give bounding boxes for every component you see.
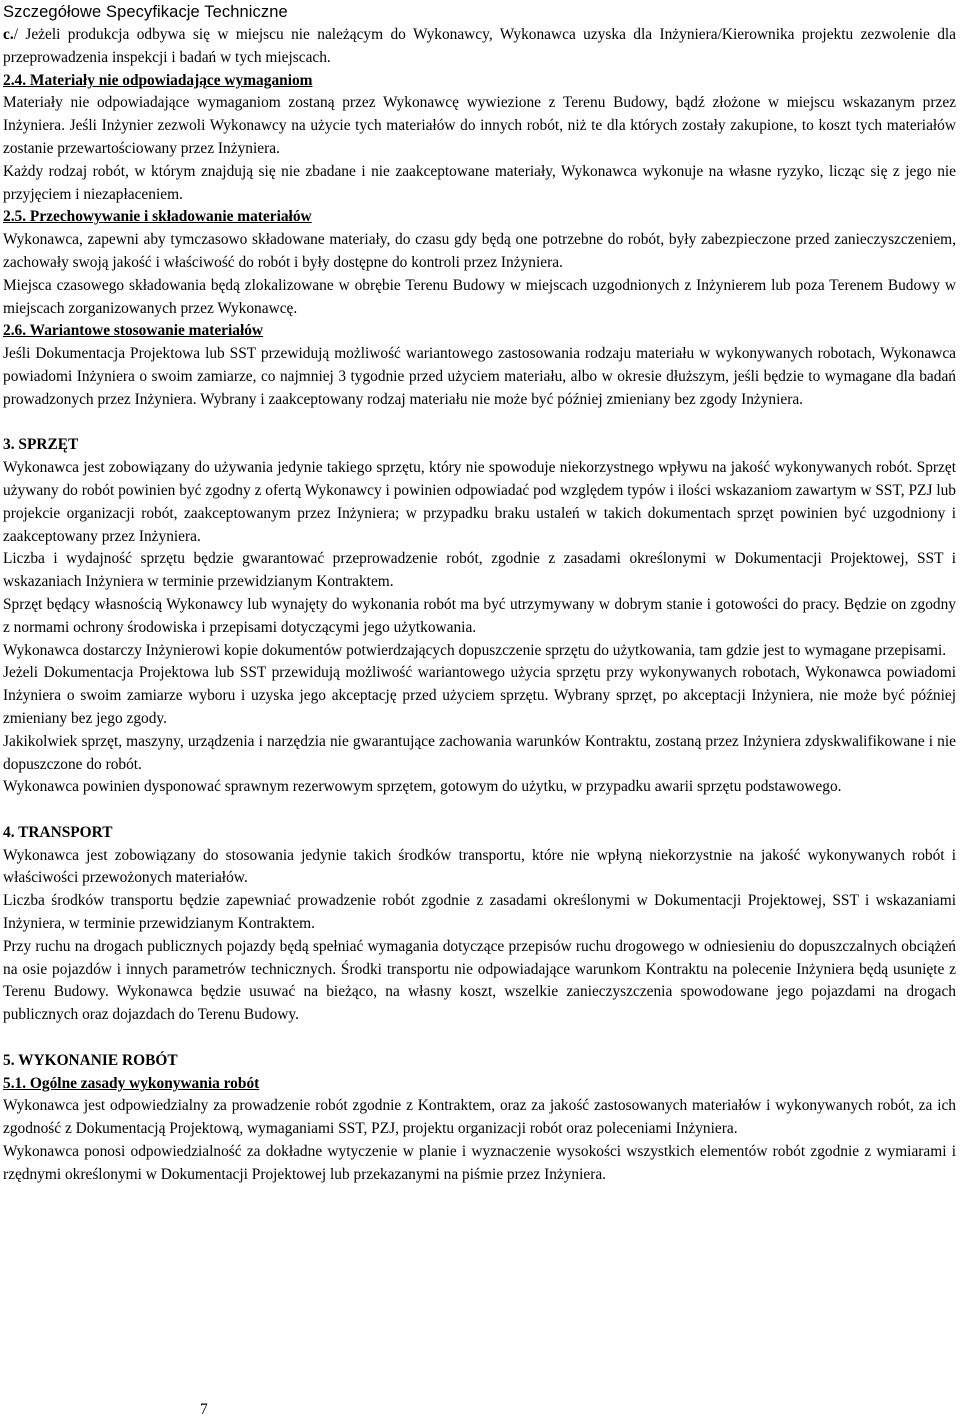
- paragraph: [3, 594, 956, 640]
- paragraph: [3, 229, 956, 275]
- page-number: 7: [200, 1401, 208, 1418]
- paragraph: [3, 343, 956, 411]
- paragraph-text: Miejsca czasowego składowania będą zlokalizowane w obrębie Terenu Budowy w miejscach uzgodnionych z Inżynierem lub poza Terenem Budowy w miejscach zorganizowanych przez Wykonawcę.: [3, 276, 956, 317]
- section-heading-text: 2.6. Wariantowe stosowanie materiałów: [3, 322, 264, 340]
- paragraph-text: Przy ruchu na drogach publicznych pojazdy będą spełniać wymagania dotyczące przepisów ruchu drogowego w odniesieniu do dopuszczalnych obciążeń na osie pojazdów i innych parametrów technicznych. Środki transportu nie odpowiadające warunkom Kontraktu na polecenie Inżyniera będą usunięte z Terenu Budowy. Wykonawca będzie usuwać na bieżąco, na własny koszt, wszelkie zanieczyszczenia spowodowane jego pojazdami na drogach publicznych oraz dojazdach do Terenu Budowy.: [3, 937, 956, 1024]
- paragraph-text: Każdy rodzaj robót, w którym znajdują się nie zbadane i nie zaakceptowane materiały, Wykonawca wykonuje na własne ryzyko, licząc się z jego nie przyjęciem i niezapłaceniem.: [3, 162, 956, 203]
- section-heading: [3, 822, 956, 845]
- document-body: [3, 24, 956, 1187]
- section-heading-text: 2.5. Przechowywanie i składowanie materiałów: [3, 208, 312, 226]
- paragraph: [3, 776, 956, 799]
- section-heading-text: 3. SPRZĘT: [3, 436, 79, 454]
- section-heading: [3, 320, 956, 343]
- paragraph: [3, 24, 956, 70]
- paragraph-prefix: c.: [3, 26, 14, 43]
- paragraph-text: Wykonawca powinien dysponować sprawnym rezerwowym sprzętem, gotowym do użytku, w przypadku awarii sprzętu podstawowego.: [3, 778, 842, 796]
- paragraph-text: Jeśli Dokumentacja Projektowa lub SST przewidują możliwość wariantowego zastosowania rodzaju materiału w wykonywanych robotach, Wykonawca powiadomi Inżyniera o swoim zamiarze, co najmniej 3 tygodnie przed użyciem materiału, albo w okresie dłuższym, jeśli będzie to wymagane dla badań prowadzonych przez Inżyniera. Wybrany i zaakceptowany rodzaj materiału nie może być później zmieniany bez zgody Inżyniera.: [3, 345, 956, 408]
- paragraph-text: Wykonawca ponosi odpowiedzialność za dokładne wytyczenie w planie i wyznaczenie wysokości wszystkich elementów robót zgodnie z wymiarami i rzędnymi określonymi w Dokumentacji Projektowej lub przekazanymi na piśmie przez Inżyniera.: [3, 1143, 956, 1183]
- paragraph: [3, 548, 956, 594]
- paragraph-text: Wykonawca jest zobowiązany do używania jedynie takiego sprzętu, który nie spowoduje niekorzystnego wpływu na jakość wykonywanych robót. Sprzęt używany do robót powinien być zgodny z ofertą Wykonawcy i powinien odpowiadać pod względem typów i ilości wskazaniom zawartym w SST, PZJ lub projekcie organizacji robót, zaakceptowanym przez Inżyniera; w przypadku braku ustaleń w takich dokumentach sprzęt powinien być uzgodniony i zaakceptowany przez Inżyniera.: [3, 459, 956, 545]
- paragraph: [3, 640, 956, 663]
- section-heading: [3, 434, 956, 457]
- section-heading: [3, 206, 956, 229]
- paragraph-text: Jeżeli Dokumentacja Projektowa lub SST przewidują możliwość wariantowego użycia sprzętu przy wykonywanych robotach, Wykonawca powiadomi Inżyniera o swoim zamiarze wyboru i uzyska jego akceptację przed użyciem sprzętu. Wybrany sprzęt, po akceptacji Inżyniera, nie może być później zmieniany bez jego zgody.: [3, 664, 956, 727]
- section-heading: [3, 1050, 956, 1073]
- document-header: Szczegółowe Specyfikacje Techniczne: [3, 3, 288, 21]
- section-spacer: [3, 1027, 956, 1050]
- paragraph: [3, 662, 956, 730]
- paragraph: [3, 92, 956, 160]
- paragraph-text: / Jeżeli produkcja odbywa się w miejscu nie należącym do Wykonawcy, Wykonawca uzyska dla Inżyniera/Kierownika projektu zezwolenie dla przeprowadzenia inspekcji i badań w tych miejscach.: [3, 26, 956, 66]
- paragraph-text: Wykonawca jest zobowiązany do stosowania jedynie takich środków transportu, które nie wpłyną niekorzystnie na jakość wykonywanych robót i właściwości przewożonych materiałów.: [3, 846, 956, 887]
- paragraph-text: Liczba i wydajność sprzętu będzie gwarantować przeprowadzenie robót, zgodnie z zasadami określonymi w Dokumentacji Projektowej, SST i wskazaniach Inżyniera w terminie przewidzianym Kontraktem.: [3, 550, 956, 591]
- paragraph: [3, 161, 956, 207]
- paragraph: [3, 457, 956, 548]
- paragraph-text: Wykonawca dostarczy Inżynierowi kopie dokumentów potwierdzających dopuszczenie sprzętu do użytkowania, tam gdzie jest to wymagane przepisami.: [3, 641, 947, 659]
- paragraph: [3, 275, 956, 321]
- section-heading: [3, 70, 956, 93]
- section-heading-text: 5. WYKONANIE ROBÓT: [3, 1051, 178, 1069]
- paragraph: [3, 1095, 956, 1141]
- paragraph: [3, 890, 956, 936]
- paragraph: [3, 731, 956, 777]
- section-spacer: [3, 412, 956, 435]
- section-heading-text: 5.1. Ogólne zasady wykonywania robót: [3, 1074, 260, 1092]
- paragraph-text: Liczba środków transportu będzie zapewniać prowadzenie robót zgodnie z zasadami określonymi w Dokumentacji Projektowej, SST i wskazaniami Inżyniera, w terminie przewidzianym Kontraktem.: [3, 892, 956, 933]
- section-heading-text: 4. TRANSPORT: [3, 823, 113, 841]
- paragraph-text: Jakikolwiek sprzęt, maszyny, urządzenia i narzędzia nie gwarantujące zachowania warunków Kontraktu, zostaną przez Inżyniera zdyskwalifikowane i nie dopuszczone do robót.: [3, 732, 956, 773]
- document-page: [3, 0, 956, 1417]
- paragraph: [3, 936, 956, 1027]
- paragraph-text: Wykonawca jest odpowiedzialny za prowadzenie robót zgodnie z Kontraktem, oraz za jakość zastosowanych materiałów i wykonywanych robót, za ich zgodność z Dokumentacją Projektową, wymaganiami SST, PZJ, projektu organizacji robót oraz poleceniami Inżyniera.: [3, 1097, 956, 1138]
- section-heading: [3, 1073, 956, 1096]
- paragraph: [3, 1141, 956, 1187]
- paragraph-text: Sprzęt będący własnością Wykonawcy lub wynajęty do wykonania robót ma być utrzymywany w dobrym stanie i gotowości do pracy. Będzie on zgodny z normami ochrony środowiska i przepisami dotyczącymi jego użytkowania.: [3, 595, 956, 636]
- paragraph-text: Wykonawca, zapewni aby tymczasowo składowane materiały, do czasu gdy będą one potrzebne do robót, były zabezpieczone przed zanieczyszczeniem, zachowały swoją jakość i właściwość do robót i były dostępne do kontroli przez Inżyniera.: [3, 231, 956, 271]
- section-heading-text: 2.4. Materiały nie odpowiadające wymaganiom: [3, 71, 313, 89]
- paragraph: [3, 845, 956, 891]
- section-spacer: [3, 799, 956, 822]
- paragraph-text: Materiały nie odpowiadające wymaganiom zostaną przez Wykonawcę wywiezione z Terenu Budowy, bądź złożone w miejscu wskazanym przez Inżyniera. Jeśli Inżynier zezwoli Wykonawcy na użycie tych materiałów do innych robót, niż te dla których zostały zakupione, to koszt tych materiałów zostanie przewartościowany przez Inżyniera.: [3, 94, 956, 157]
